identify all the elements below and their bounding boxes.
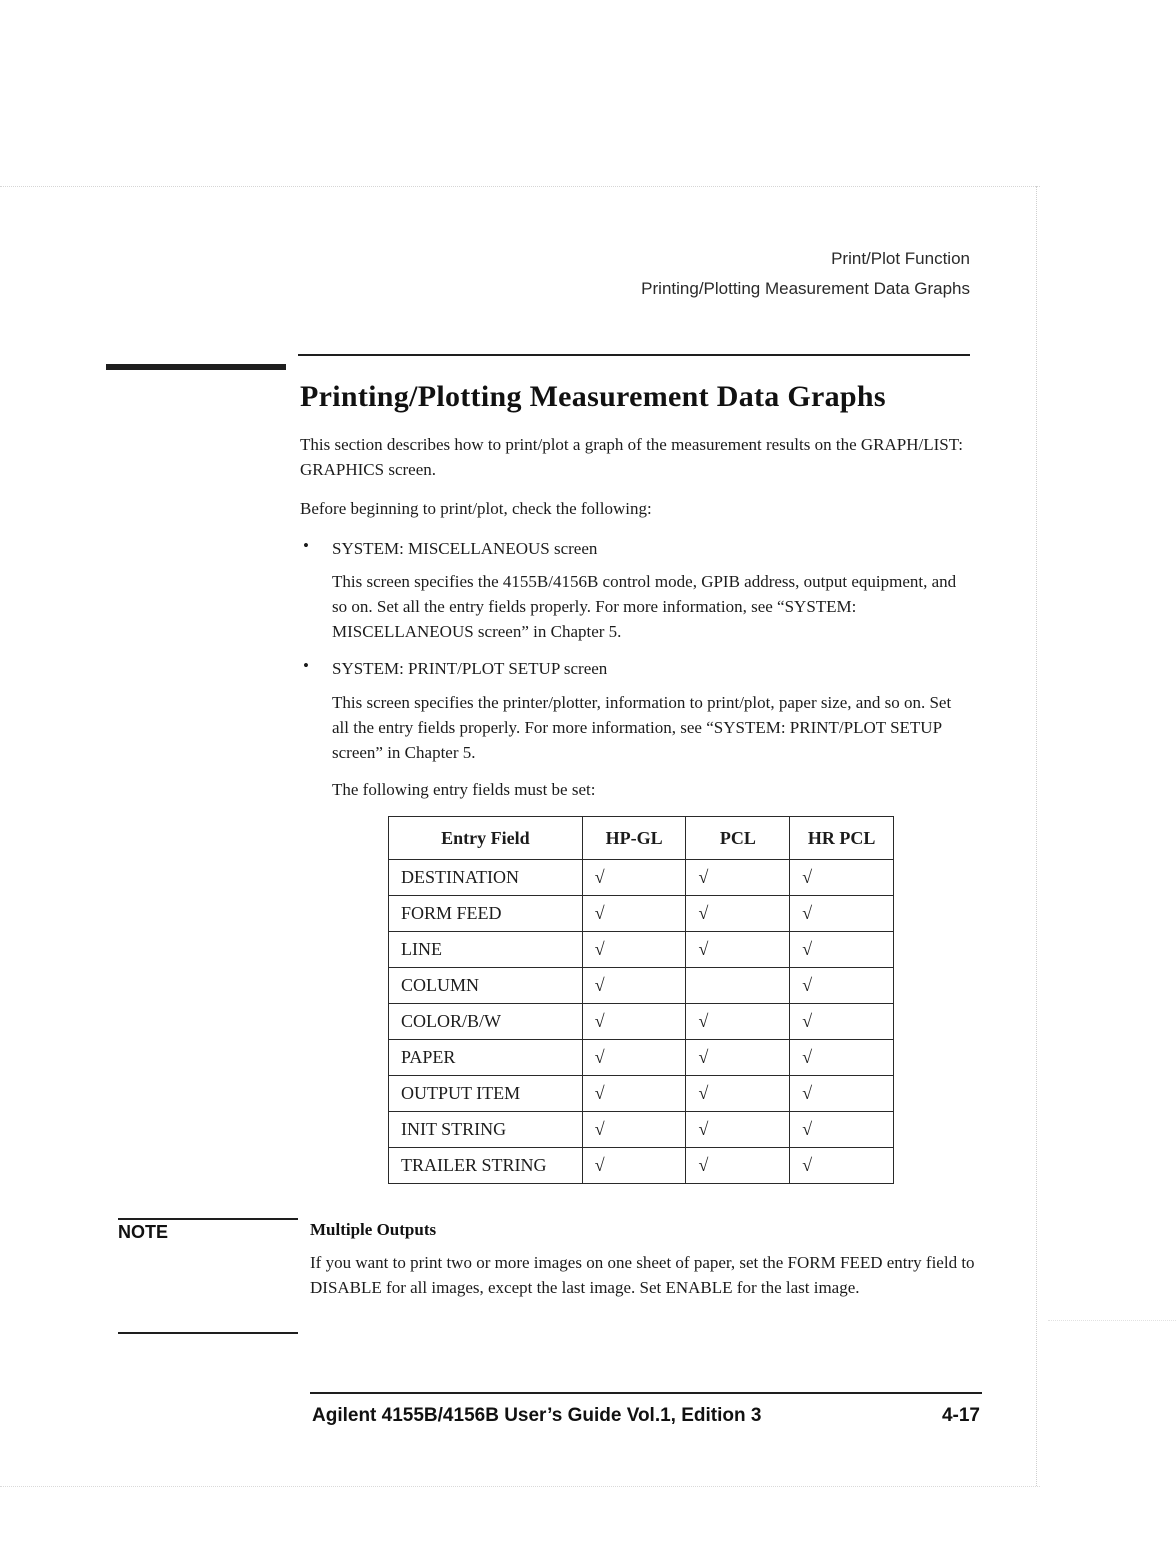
running-header	[641, 244, 970, 304]
table-cell: √	[686, 896, 790, 932]
running-header-section: Printing/Plotting Measurement Data Graphs	[641, 279, 970, 298]
bullet-label-misc: SYSTEM: MISCELLANEOUS screen	[332, 539, 598, 558]
running-header-chapter: Print/Plot Function	[831, 249, 970, 268]
table-cell: √	[790, 1004, 894, 1040]
table-row	[389, 1004, 894, 1040]
scan-edge-right-mark	[1048, 1320, 1176, 1321]
table-cell: √	[790, 1148, 894, 1184]
table-cell: DESTINATION	[389, 860, 583, 896]
header-rule	[298, 354, 970, 356]
table-cell: √	[686, 1076, 790, 1112]
table-cell: √	[686, 1004, 790, 1040]
table-row	[389, 1112, 894, 1148]
column-header: Entry Field	[389, 817, 583, 860]
table-row	[389, 968, 894, 1004]
table-row	[389, 1040, 894, 1076]
bullet-label-print-plot: SYSTEM: PRINT/PLOT SETUP screen	[332, 659, 608, 678]
table-cell: √	[582, 1148, 686, 1184]
scan-edge-right	[1036, 186, 1037, 1486]
fields-intro: The following entry fields must be set:	[332, 780, 596, 799]
table-cell: √	[582, 968, 686, 1004]
table-cell: TRAILER STRING	[389, 1148, 583, 1184]
note-label: NOTE	[118, 1222, 169, 1242]
table-cell: OUTPUT ITEM	[389, 1076, 583, 1112]
table-cell: √	[790, 932, 894, 968]
table-cell: √	[582, 860, 686, 896]
table-row	[389, 1076, 894, 1112]
column-header: HR PCL	[790, 817, 894, 860]
bullet-marker: •	[303, 656, 309, 675]
before-paragraph: Before beginning to print/plot, check the following:	[300, 499, 652, 518]
table-row	[389, 860, 894, 896]
table-cell: LINE	[389, 932, 583, 968]
scan-edge-top	[0, 186, 1040, 187]
note-rule-bottom	[118, 1332, 298, 1334]
table-cell: PAPER	[389, 1040, 583, 1076]
table-cell	[686, 968, 790, 1004]
note-title: Multiple Outputs	[310, 1220, 437, 1239]
column-header: PCL	[686, 817, 790, 860]
table-cell: √	[686, 860, 790, 896]
page-number: 4-17	[941, 1405, 980, 1426]
column-header: HP-GL	[582, 817, 686, 860]
table-cell: √	[582, 1004, 686, 1040]
table-cell: COLOR/B/W	[389, 1004, 583, 1040]
table-cell: COLUMN	[389, 968, 583, 1004]
footer-rule	[310, 1392, 982, 1394]
table-cell: √	[582, 1040, 686, 1076]
table-header-row	[389, 817, 894, 860]
bullet-text-misc: This screen specifies the 4155B/4156B control mode, GPIB address, output equipment, and so on. Set all the entry fields properly. For more information, see “SYSTEM: MISCELLANEOUS screen” in Chapter 5.	[332, 572, 957, 641]
section-title: Printing/Plotting Measurement Data Graphs	[300, 380, 886, 413]
table-cell: √	[686, 1112, 790, 1148]
scan-edge-bottom	[0, 1486, 1040, 1487]
table-cell: INIT STRING	[389, 1112, 583, 1148]
intro-paragraph: This section describes how to print/plot a graph of the measurement results on the GRAPH/LIST: GRAPHICS screen.	[300, 435, 963, 479]
section-marker-bar	[106, 364, 286, 370]
table-cell: √	[790, 1112, 894, 1148]
table-cell: √	[686, 932, 790, 968]
table-row	[389, 932, 894, 968]
note-text: If you want to print two or more images on one sheet of paper, set the FORM FEED entry field to DISABLE for all images, except the last image. Set ENABLE for the last image.	[310, 1253, 975, 1297]
table-cell: √	[582, 1112, 686, 1148]
footer-book-title: Agilent 4155B/4156B User’s Guide Vol.1, Edition 3	[312, 1405, 762, 1426]
table-cell: √	[790, 896, 894, 932]
note-rule-top	[118, 1218, 298, 1220]
table-cell: √	[790, 1040, 894, 1076]
table-cell: √	[582, 932, 686, 968]
table-cell: √	[790, 1076, 894, 1112]
table-cell: √	[686, 1040, 790, 1076]
table-cell: FORM FEED	[389, 896, 583, 932]
table-cell: √	[582, 896, 686, 932]
table-cell: √	[790, 860, 894, 896]
table-cell: √	[686, 1148, 790, 1184]
table-cell: √	[790, 968, 894, 1004]
table-row	[389, 1148, 894, 1184]
bullet-text-print-plot: This screen specifies the printer/plotter, information to print/plot, paper size, and so on. Set all the entry fields properly. For more information, see “SYSTEM: PRINT/PLOT SETUP screen” in Chapter 5.	[332, 693, 952, 762]
table-row	[389, 896, 894, 932]
bullet-marker: •	[303, 536, 309, 555]
table-cell: √	[582, 1076, 686, 1112]
entry-field-table	[388, 816, 894, 1184]
